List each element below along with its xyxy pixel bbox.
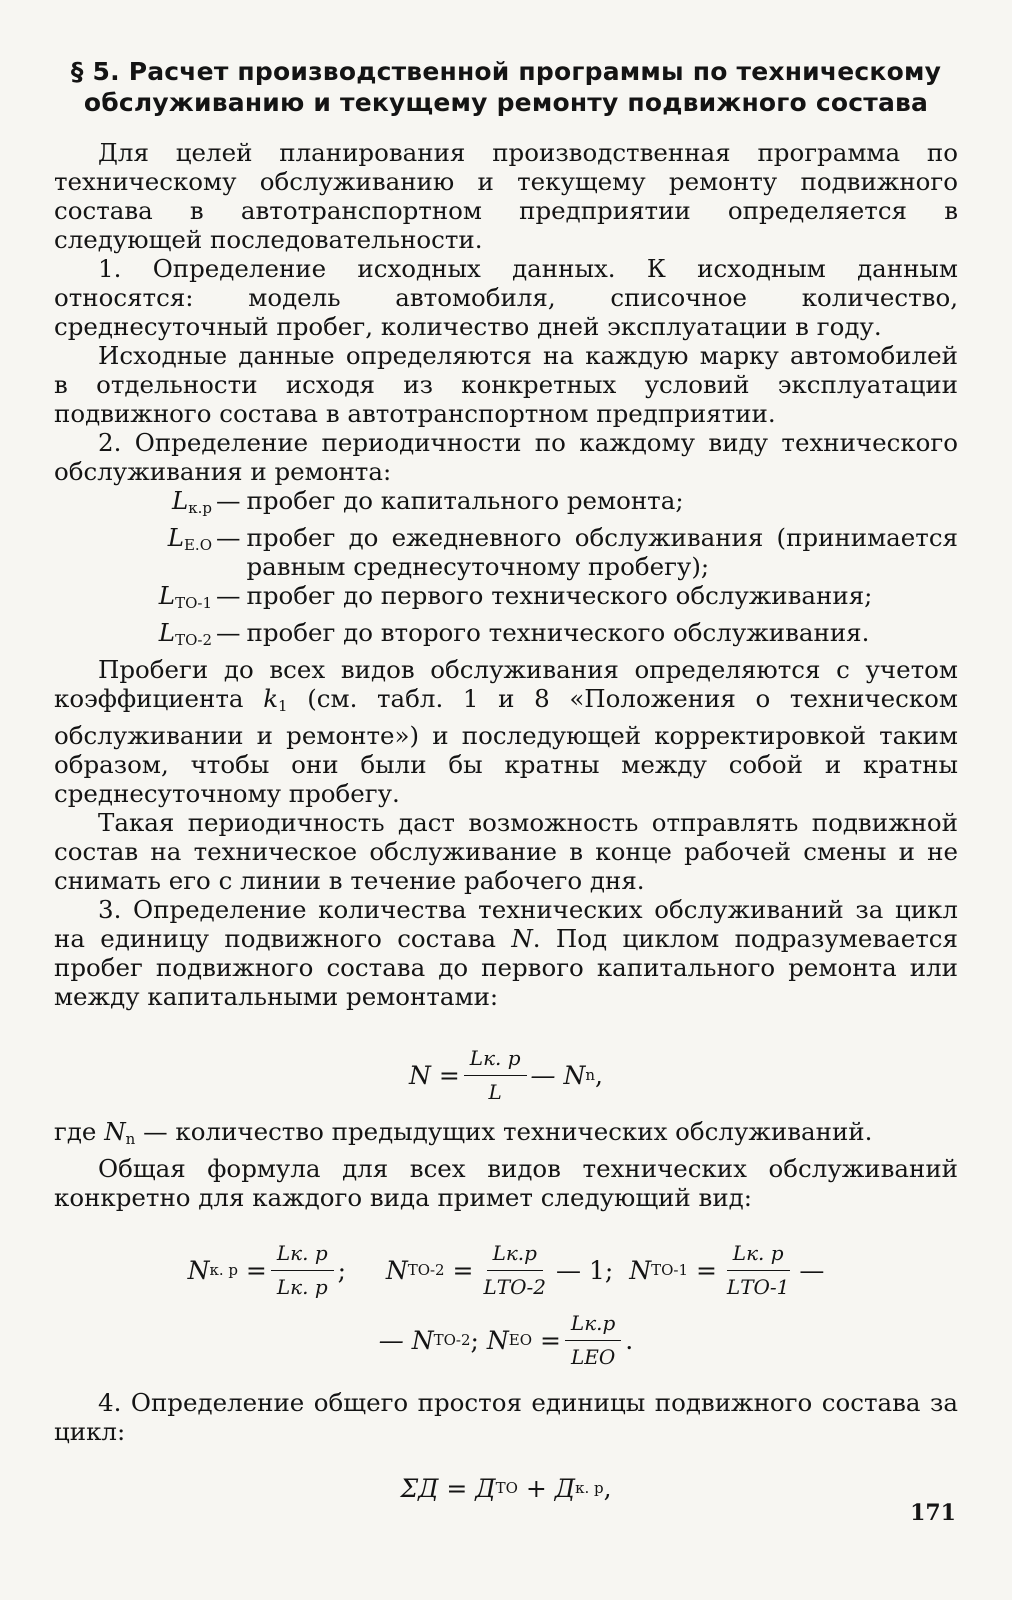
paragraph-where: где $N_n$ — количество предыдущих технических обслуживаний.: [54, 1117, 873, 1148]
definition-symbol: $L_{ТО-1}$: [158, 581, 212, 612]
formula-cycle-count: N = $\frac{Lк. р}{L}$ — N n ,: [409, 1045, 603, 1104]
definition-item: $L_{ТО-1}$ — пробег до первого технического обслуживания;: [54, 581, 958, 618]
definition-symbol: $L_{ТО-2}$: [158, 618, 212, 649]
section-heading: [50, 56, 962, 118]
heading-line-1: § 5. Расчет производственной программы по техническому: [70, 57, 942, 86]
definition-text: пробег до первого технического обслуживания;: [246, 581, 873, 610]
formula-general-row-1: N к. р = $\frac{Lк. р}{Lк. р}$ ; N ТО-2 = $\frac{Lк.р}{\text{LТО-2}}$ — 1; N ТО-1 = $\frac{Lк. р}{\text{LТО-1}}$ —: [187, 1240, 825, 1299]
paragraph-general: Общая формула для всех видов технических обслуживаний конкретно для каждого вида примет следующий вид:: [54, 1154, 958, 1212]
definition-item: $L_{Е.О}$ — пробег до ежедневного обслуживания (принимается равным среднесуточному пробегу);: [54, 523, 958, 581]
definition-item: $L_{ТО-2}$ — пробег до второго технического обслуживания.: [54, 618, 958, 655]
formula-general-row-2: — N ТО-2 ; N ЕО = $\frac{Lк.р}{\text{LЕО}}$ .: [378, 1310, 634, 1369]
definition-text: пробег до капитального ремонта;: [246, 486, 684, 515]
paragraph-2c: Такая периодичность даст возможность отправлять подвижной состав на техническое обслуживание в конце рабочей смены и не снимать его с линии в течение рабочего дня.: [54, 808, 958, 895]
definition-text: пробег до ежедневного обслуживания (принимается равным среднесуточному пробегу);: [246, 523, 958, 581]
paragraph-1b: Исходные данные определяются на каждую марку автомобилей в отдельности исходя из конкретных условий эксплуатации подвижного состава в автотранспортном предприятии.: [54, 341, 958, 428]
paragraph-4: 4. Определение общего простоя единицы подвижного состава за цикл:: [54, 1388, 958, 1446]
paragraph-1: 1. Определение исходных данных. К исходным данным относятся: модель автомобиля, списочное количество, среднесуточный пробег, количество дней эксплуатации в году.: [54, 254, 958, 341]
body-text: [54, 138, 958, 1508]
page-number: 171: [910, 1500, 956, 1526]
heading-line-2: обслуживанию и текущему ремонту подвижного состава: [83, 88, 929, 117]
paragraph-intro: Для целей планирования производственная программа по техническому обслуживанию и текущему ремонту подвижного состава в автотранспортном предприятии определяется в следующей последовательности.: [54, 138, 958, 254]
definition-text: пробег до второго технического обслуживания.: [246, 618, 870, 647]
formula-downtime: ΣД = Д ТО + Д к. р ,: [400, 1473, 612, 1503]
definition-symbol: $L_{к.р}$: [171, 486, 212, 517]
definition-list: [54, 486, 958, 655]
definition-item: $L_{к.р}$ — пробег до капитального ремонта;: [54, 486, 958, 523]
paragraph-3: 3. Определение количества технических обслуживаний за цикл на единицу подвижного состава N. Под циклом подразумевается пробег подвижного состава до первого капитального ремонта или между капитальными ремонтами:: [54, 895, 958, 1011]
paragraph-2b: Пробеги до всех видов обслуживания определяются с учетом коэффициента $k_1$ (см. табл. 1 и 8 «Положения о техническом обслуживании и ремонте») и последующей корректировкой таким образом, чтобы они были бы кратны между собой и кратны среднесуточному пробегу.: [54, 655, 958, 808]
paragraph-2: 2. Определение периодичности по каждому виду технического обслуживания и ремонта:: [54, 428, 958, 486]
definition-symbol: $L_{Е.О}$: [167, 523, 212, 554]
